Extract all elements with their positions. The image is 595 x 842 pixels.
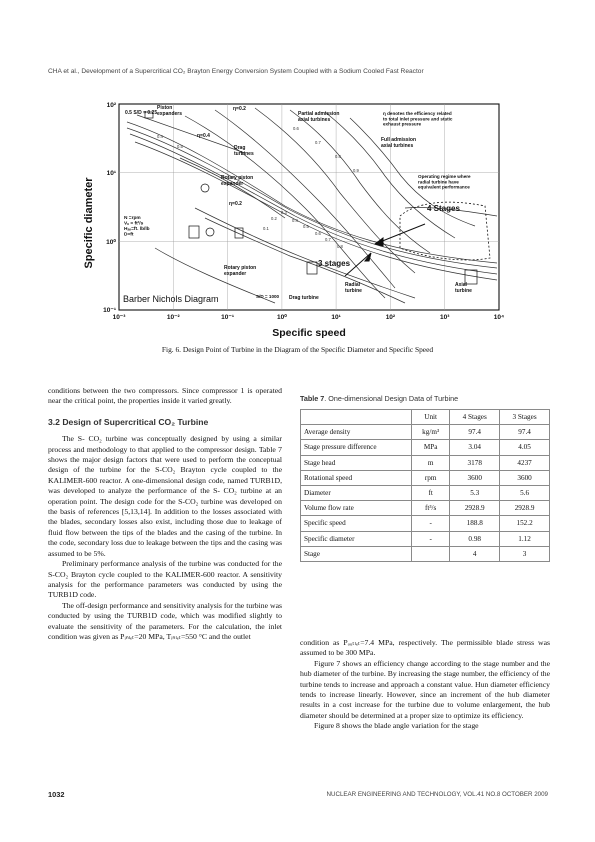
annotation-drag-turbine: Drag turbine — [289, 295, 319, 301]
x-tick-label: 10⁻³ — [112, 314, 126, 321]
table-label: Table 7 — [300, 394, 325, 403]
paragraph: The off-design performance and sensitivity analysis for the turbine was conducted by using the TURB1D code, which was modified slightly to evaluate the sensitivity of the parameters. For the calculation, the inlet condition was given as Pᵢₙₗₑₜ=20 MPa, Tᵢₙₗₑₜ=550 °C and the outlet — [48, 600, 282, 641]
table-cell: 0.98 — [450, 531, 500, 546]
table-row — [301, 425, 550, 440]
x-tick-label: 10⁻² — [166, 314, 180, 321]
x-tick-label: 10³ — [439, 314, 450, 321]
annotation-eta-02-top: η=0.2 — [233, 106, 246, 112]
x-tick-label: 10⁰ — [276, 314, 287, 321]
table-cell: Specific diameter — [301, 531, 412, 546]
table-cell: 97.4 — [450, 425, 500, 440]
table-cell: MPa — [412, 440, 450, 455]
table-cell: 5.6 — [500, 485, 550, 500]
y-tick-label: 10² — [106, 102, 116, 109]
annotation-operating-regime: Operating regime where radial turbine have equivalent performance — [418, 174, 471, 190]
y-tick-label: 10¹ — [106, 170, 116, 177]
table-cell: 5.3 — [450, 485, 500, 500]
table-title — [300, 394, 458, 403]
annotation-eta-note: η denotes the efficiency related to total inlet pressure and static exhaust pressure — [383, 111, 453, 127]
paragraph: Preliminary performance analysis of the turbine was conducted for the S-CO₂ Brayton cycle coupled to the KALIMER-600 reactor. A sensitivity analysis for the performance parameters was conducted by using the TURB1D code. — [48, 559, 282, 600]
running-head: CHA et al., Development of a Supercritical CO₂ Brayton Energy Conversion System Coupled with a Sodium Cooled Fast Reactor — [48, 68, 424, 75]
table-cell: - — [412, 516, 450, 531]
right-column — [300, 638, 550, 732]
design-data-table — [300, 409, 550, 562]
curve-label: 0.6 — [293, 126, 299, 131]
table-title-text: . One-dimensional Design Data of Turbine — [324, 394, 459, 403]
table-row — [301, 440, 550, 455]
annotation-rotary-piston-top: Rotary piston expander — [221, 175, 254, 187]
table-header: Unit — [412, 410, 450, 425]
table-cell: 188.8 — [450, 516, 500, 531]
x-tick-label: 10⁻¹ — [221, 314, 235, 321]
table-cell: 4 — [450, 546, 500, 561]
table-header: 3 Stages — [500, 410, 550, 425]
table-cell: Average density — [301, 425, 412, 440]
table-cell: 3.04 — [450, 440, 500, 455]
table-cell — [412, 546, 450, 561]
table-cell: m — [412, 455, 450, 470]
x-tick-label: 10⁴ — [493, 314, 505, 321]
curve-label: 0.5 — [303, 224, 309, 229]
section-heading: 3.2 Design of Supercritical CO₂ Turbine — [48, 416, 209, 427]
page-number: 1032 — [48, 790, 65, 799]
table-cell: 2928.9 — [500, 501, 550, 516]
curve-label: 0.4 — [157, 134, 163, 139]
annotation-sd-025: 0.5 S/D = 0.25 — [125, 110, 158, 116]
table-cell: - — [412, 531, 450, 546]
table-cell: Stage head — [301, 455, 412, 470]
annotation-rotary-piston-bottom: Rotary piston expander — [224, 265, 257, 277]
table-header — [301, 410, 412, 425]
paragraph: Figure 8 shows the blade angle variation for the stage — [314, 721, 479, 731]
table-cell: Rotational speed — [301, 470, 412, 485]
table-row — [301, 546, 550, 561]
annotation-radial-turbine: Radial turbine — [345, 282, 362, 294]
x-tick-label: 10¹ — [331, 314, 341, 321]
annotation-eta-02-mid: η=0.2 — [229, 201, 242, 207]
paragraph: conditions between the two compressors. Since compressor 1 is operated near the critical point, the properties inside it varied greatly. — [48, 386, 282, 406]
curve-label: 0.9 — [353, 168, 359, 173]
curve-label: 0.2 — [271, 216, 277, 221]
table-header-row — [301, 410, 550, 425]
y-tick-label: 10⁻¹ — [103, 307, 116, 314]
table-row — [301, 501, 550, 516]
table-cell: 3 — [500, 546, 550, 561]
table-cell: ft³/s — [412, 501, 450, 516]
annotation-4-stages: 4 Stages — [427, 204, 460, 213]
table-cell: 3600 — [450, 470, 500, 485]
table-cell: kg/m³ — [412, 425, 450, 440]
paragraph: Figure 7 shows an efficiency change according to the stage number and the hub diameter of the turbine. By increasing the stage number, the efficiency of the turbine tends to increase and approach a constant value. Hun diameter efficiency tends to increase linearly. However, since an increment of the hub diameter results in a cost increase for the turbine due to volume enlargement, the hub diameter should be determined at a proper size to optimize its efficiency. — [300, 658, 550, 720]
curve-label: 0.6 — [315, 231, 321, 236]
curve-label: 0.8 — [335, 154, 341, 159]
annotation-symbol-legend: N =rpm Vₑ = ft³/s Hₐₑ=ft. lb/lb D=ft — [124, 216, 150, 238]
figure-caption: Fig. 6. Design Point of Turbine in the Diagram of the Specific Diameter and Specific Speed — [161, 345, 434, 354]
annotation-axial-turbine: Axial turbine — [455, 282, 472, 294]
x-axis-label: Specific speed — [272, 327, 346, 339]
table-header: 4 Stages — [450, 410, 500, 425]
table-cell: Volume flow rate — [301, 501, 412, 516]
table-cell: 1.12 — [500, 531, 550, 546]
y-axis-label: Specific diameter — [83, 177, 95, 269]
x-tick-label: 10² — [385, 314, 396, 321]
table-cell: Diameter — [301, 485, 412, 500]
paragraph: condition as Pₒᵤₜₗₑₜ=7.4 MPa, respectively. The permissible blade stress was assumed to be 300 MPa. — [300, 638, 550, 658]
table-cell: 97.4 — [500, 425, 550, 440]
annotation-eta-04: η=0.4 — [197, 133, 210, 139]
table-cell: 3178 — [450, 455, 500, 470]
curve-label: 0.7 — [325, 237, 331, 242]
diagram-title: Barber Nichols Diagram — [123, 294, 219, 304]
y-tick-label: 10⁰ — [106, 239, 116, 246]
curve-label: 0.7 — [315, 140, 321, 145]
curve-label: 0.3 — [281, 210, 287, 215]
left-column — [48, 386, 282, 642]
paragraph: The S- CO₂ turbine was conceptually designed by using a similar process and methodology to that applied to the compressor design. Table 7 shows the major design factors that were used to perform the conceptual design of the turbine for the S-CO₂ Brayton cycle coupled to the KALIMER-600 reactor. A one-dimensional design code, named TURB1D, was developed to analyze the performance of the S- CO₂ turbine at an operation point. The design code for the S-CO₂ turbine was developed on the basis of references [5,13,14]. In addition to the losses associated with the blades, secondary losses also exist, including those due to leakage of fluid flow between the tips of the blades and the casing of the turbine. In the code, secondary loss due to leakage between the tips and the casing was assumed to be 5%. — [48, 434, 282, 558]
curve-label: 0.5 — [177, 144, 183, 149]
table-cell: Stage pressure difference — [301, 440, 412, 455]
annotation-full-admission: Full admission axial turbines — [381, 137, 417, 149]
table-cell: 152.2 — [500, 516, 550, 531]
table-row — [301, 531, 550, 546]
table-row — [301, 470, 550, 485]
annotation-piston-expanders: Piston expanders — [157, 105, 183, 117]
table-cell: 4237 — [500, 455, 550, 470]
table-cell: 4.05 — [500, 440, 550, 455]
annotation-partial-admission: Partial admission axial turbines — [298, 111, 340, 123]
table-cell: Stage — [301, 546, 412, 561]
table-cell: 2928.9 — [450, 501, 500, 516]
table-cell: Specific speed — [301, 516, 412, 531]
journal-footer: NUCLEAR ENGINEERING AND TECHNOLOGY, VOL.41 NO.8 OCTOBER 2009 — [326, 791, 548, 798]
table-cell: rpm — [412, 470, 450, 485]
annotation-sd-1000: S/D = 1000 — [256, 294, 280, 299]
annotation-3-stages: 3 stages — [318, 259, 351, 268]
curve-label: 0.1 — [263, 226, 269, 231]
annotation-drag-turbines: Drag turbines — [234, 145, 254, 157]
table-cell: 3600 — [500, 470, 550, 485]
curve-label: 0.4 — [292, 218, 298, 223]
table-row — [301, 516, 550, 531]
table-row — [301, 485, 550, 500]
table-row — [301, 455, 550, 470]
table-cell: ft — [412, 485, 450, 500]
curve-label: 0.8 — [337, 244, 343, 249]
figure-specific-diameter-diagram — [85, 98, 515, 348]
